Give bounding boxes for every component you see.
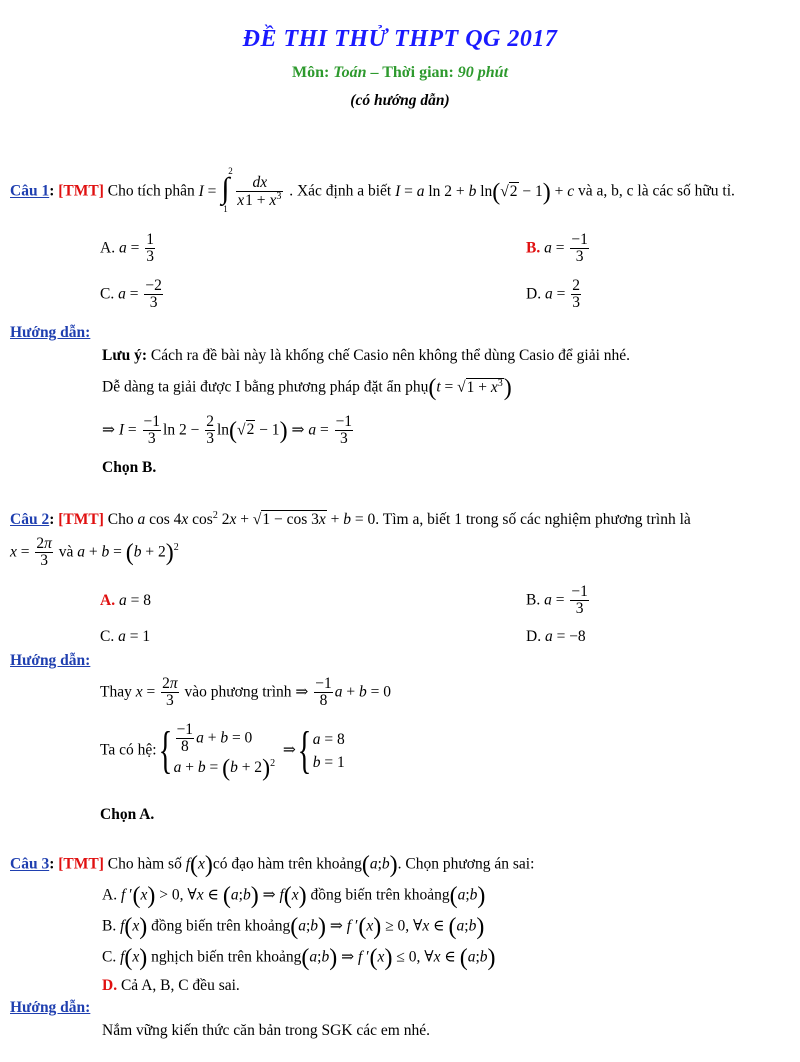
q2-guide-heading: Hướng dẫn: [10, 652, 91, 669]
q1-guide-heading: Hướng dẫn: [10, 324, 91, 341]
subject-label: Môn: [291, 64, 330, 81]
q1-solution-line: Dễ dàng ta giải được I bằng phương pháp đặt ẩn phụ(t = $√1 + x^3$) [102, 375, 512, 401]
q3-guide-heading: Hướng dẫn: [10, 999, 91, 1016]
question-1-text-b: . Xác định a biết [289, 182, 392, 200]
question-1: Câu 1: [TMT] Cho tích phân I = ∫ 2 1 $\frac{dx}{x1 + x^3}$ . Xác định a biết I = a ln 2 + b ln(√2 − 1) + c và a, b, c là các số hữu tỉ. [10, 166, 735, 214]
q2-option-c: C. a = 1 [100, 628, 151, 645]
equation-formula: a cos 4x $\cos^2 2x + √1 - \cos 3x + b = 0$ [137, 510, 376, 529]
q2-answer: Chọn A. [100, 806, 155, 823]
time-value: 90 phút [457, 64, 509, 81]
question-1-text-c: và a, b, c là các số hữu tỉ. [578, 182, 735, 200]
subtitle-dash: – [370, 64, 379, 81]
q2-system: Ta có hệ:{ $\frac{-1}{8}$ a + b = 0 $a + b = (b + 2)^2$ ⇒{ a = 8 b = 1 [100, 721, 345, 782]
condition-formula: I = a ln 2 + b ln(√2 − 1) + c [395, 179, 575, 205]
question-1-number: Câu 1 [10, 182, 50, 200]
q3-guide-text: Nắm vững kiến thức căn bản trong SGK các em nhé. [102, 1022, 430, 1039]
q1-option-b: B. a = $\frac{-1}{3}$ [526, 231, 588, 266]
q2-option-d: D. a = −8 [526, 628, 586, 645]
tmt-tag: [TMT] [58, 855, 104, 873]
subtitle [0, 64, 800, 82]
time-label: Thời gian: [382, 64, 454, 81]
q3-option-c: C. f(x) nghịch biến trên khoảng(a;b) ⇒ f ′(x) ≤ 0, ∀x ∈ (a;b) [102, 945, 496, 971]
question-3: Câu 3: [TMT] Cho hàm số f(x)có đạo hàm trên khoảng(a;b). Chọn phương án sai: [10, 852, 535, 878]
q2-option-a: A. a = 8 [100, 592, 151, 609]
question-1-text-a: Cho tích phân [107, 182, 195, 200]
tmt-tag: [TMT] [58, 511, 104, 529]
q1-option-c: C. a = $\frac{-2}{3}$ [100, 277, 162, 312]
q1-option-a: A. a = $\frac{1}{3}$ [100, 231, 154, 266]
page-title: ĐỀ THI THỬ THPT QG 2017 [242, 26, 558, 52]
q2-step-1: Thay x = $\frac{2\pi}{3}$ vào phương trình ⇒ $\frac{-1}{8}$ a + b = 0 [100, 675, 392, 710]
q1-result: ⇒ I = $\frac{-1}{3}$ ln 2 − $\frac{2}{3}$ ln(√2 − 1) ⇒ a = $\frac{-1}{3}$ [102, 413, 353, 448]
question-2-number: Câu 2 [10, 511, 50, 529]
guide-note: (có hướng dẫn) [350, 92, 450, 109]
subject-value: Toán [333, 64, 367, 81]
q3-option-d: D. Cả A, B, C đều sai. [102, 977, 240, 994]
q1-answer: Chọn B. [102, 459, 157, 476]
integral-formula: I = ∫ 2 1 $\frac{dx}{x1 + x^3}$ [198, 166, 282, 214]
q3-option-b: B. f(x) đồng biến trên khoảng(a;b) ⇒ f ′(x) ≥ 0, ∀x ∈ (a;b) [102, 914, 485, 940]
question-2: Câu 2: [TMT] Cho a cos 4x $\cos^2 2x + √1 - \cos 3x + b = 0$. Tìm a, biết 1 trong số các nghiệm phương trình là [10, 510, 691, 529]
q2-option-b: B. a = $\frac{-1}{3}$ [526, 583, 588, 618]
question-3-number: Câu 3 [10, 855, 50, 873]
question-2-line2: x = $\frac{2\pi}{3}$ và $a + b = (b + 2)^2$ [10, 535, 179, 570]
q3-option-a: A. f ′(x) > 0, ∀x ∈ (a;b) ⇒ f(x) đồng biến trên khoảng(a;b) [102, 883, 486, 909]
q1-option-d: D. a = $\frac{2}{3}$ [526, 277, 580, 312]
q1-note: Lưu ý: Cách ra đề bài này là khống chế Casio nên không thể dùng Casio để giải nhé. [102, 347, 631, 364]
tmt-tag: [TMT] [58, 182, 104, 200]
